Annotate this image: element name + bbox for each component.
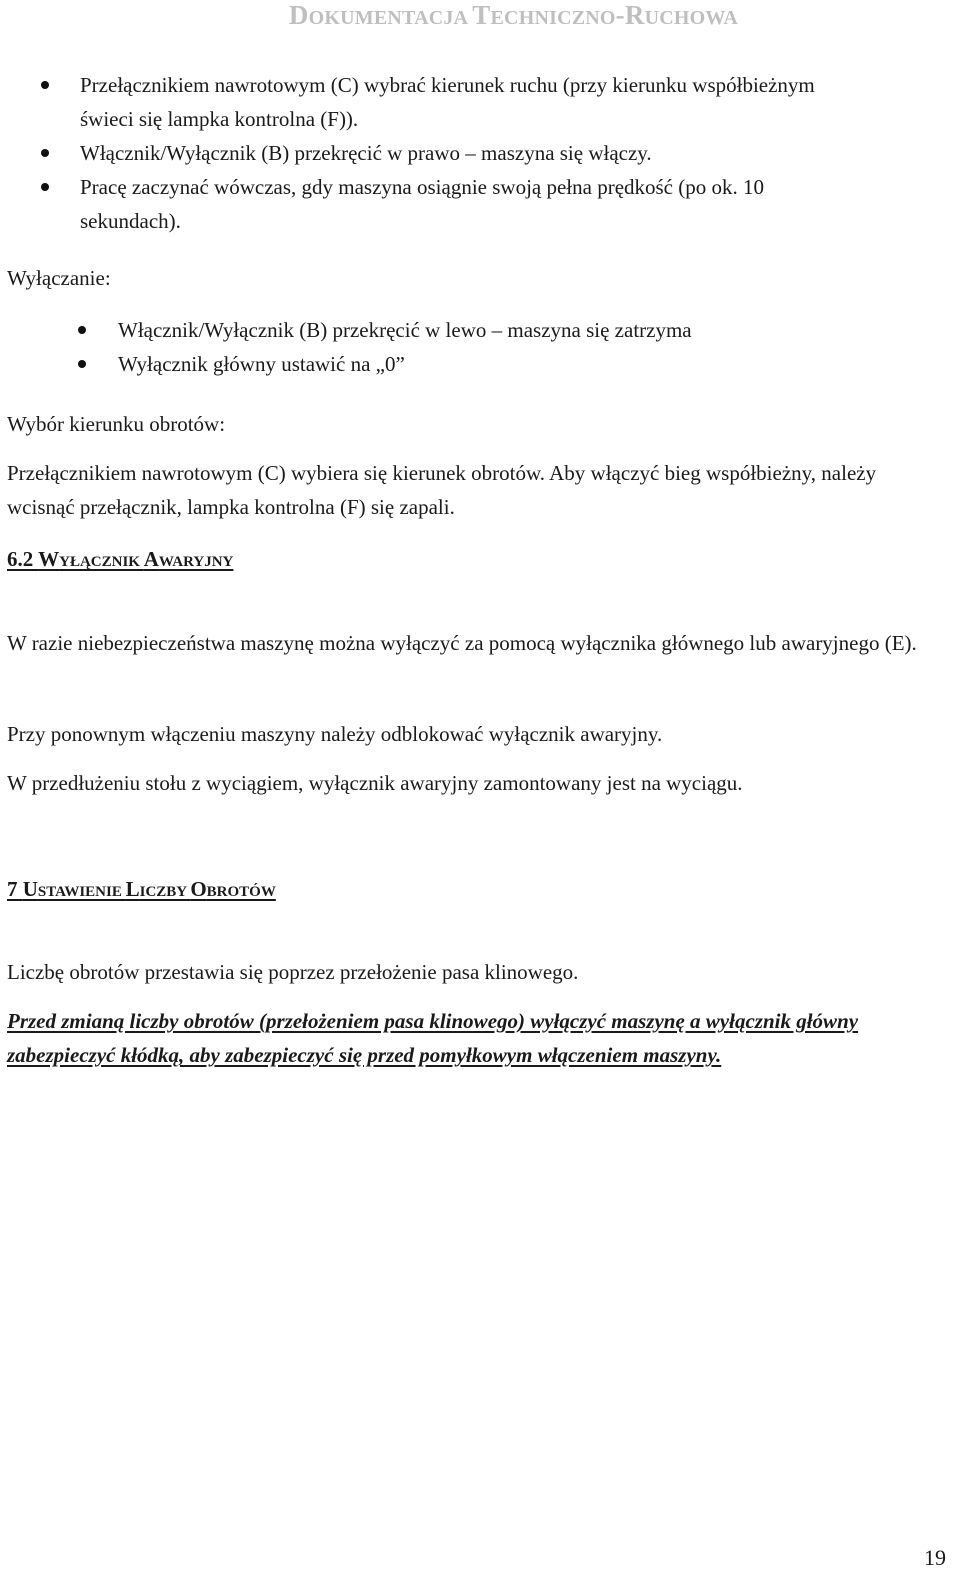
heading-text: YŁĄCZNIK xyxy=(59,554,144,570)
heading-number: 6.2 xyxy=(7,547,39,571)
speed-paragraph: Liczbę obrotów przestawia się poprzez przełożenie pasa klinowego. xyxy=(7,960,579,984)
section-heading-7 xyxy=(7,877,276,902)
header-cap-d: D xyxy=(288,0,309,30)
header-text-2: ECHNICZNO xyxy=(490,7,616,29)
header-cap-t: T xyxy=(472,0,491,30)
bullet-icon xyxy=(78,360,86,368)
heading-text: WARYJNY xyxy=(158,554,234,570)
heading-cap: A xyxy=(143,547,159,571)
list-item-text: Przełącznikiem nawrotowym (C) wybrać kierunek ruchu (przy kierunku współbieżnym świeci się lampka kontrolna (F)). xyxy=(80,73,815,131)
list-item-text: Włącznik/Wyłącznik (B) przekręcić w lewo – maszyna się zatrzyma xyxy=(118,318,692,342)
emergency-paragraph-1: W razie niebezpieczeństwa maszynę można wyłączyć za pomocą wyłącznika głównego lub awaryjnego (E). xyxy=(7,631,917,655)
heading-text: BROTÓW xyxy=(206,884,276,900)
list-item xyxy=(118,313,878,347)
bullet-icon xyxy=(41,81,49,89)
bullet-icon xyxy=(41,183,49,191)
shutdown-label: Wyłączanie: xyxy=(7,266,111,290)
direction-label: Wybór kierunku obrotów: xyxy=(7,412,226,436)
header-cap-r: -R xyxy=(615,0,645,30)
header-text-1: OKUMENTACJA xyxy=(308,7,473,29)
heading-number: 7 xyxy=(7,877,23,901)
section-heading-6-2 xyxy=(7,547,233,572)
list-item xyxy=(118,347,878,381)
list-item xyxy=(80,68,840,136)
heading-cap: L xyxy=(125,877,140,901)
page-number: 19 xyxy=(924,1545,946,1570)
list-item-text: Pracę zaczynać wówczas, gdy maszyna osiągnie swoją pełna prędkość (po ok. 10 sekundach). xyxy=(80,175,764,233)
heading-cap: W xyxy=(38,547,60,571)
heading-text: STAWIENIE xyxy=(37,884,126,900)
emergency-paragraph-3: W przedłużeniu stołu z wyciągiem, wyłącznik awaryjny zamontowany jest na wyciągu. xyxy=(7,771,743,795)
emergency-paragraph-2: Przy ponownym włączeniu maszyny należy odblokować wyłącznik awaryjny. xyxy=(7,722,663,746)
header-text-3: UCHOWA xyxy=(644,7,738,29)
list-item xyxy=(80,136,840,170)
list-item-text: Włącznik/Wyłącznik (B) przekręcić w prawo – maszyna się włączy. xyxy=(80,141,652,165)
safety-warning: Przed zmianą liczby obrotów (przełożeniem pasa klinowego) wyłączyć maszynę a wyłącznik główny zabezpieczyć kłódką, aby zabezpieczyć się przed pomyłkowym włączeniem maszyny. xyxy=(7,1009,859,1067)
bullet-icon xyxy=(41,149,49,157)
heading-text: ICZBY xyxy=(139,884,191,900)
list-item xyxy=(80,170,840,238)
running-header xyxy=(289,0,738,31)
shutdown-steps-list xyxy=(118,313,878,381)
heading-cap: O xyxy=(190,877,207,901)
list-item-text: Wyłącznik główny ustawić na „0” xyxy=(118,352,405,376)
direction-paragraph: Przełącznikiem nawrotowym (C) wybiera się kierunek obrotów. Aby włączyć bieg współbieżny, należy wcisnąć przełącznik, lampka kontrolna (F) się zapali. xyxy=(7,461,877,519)
startup-steps-list xyxy=(80,68,840,238)
bullet-icon xyxy=(78,326,86,334)
heading-cap: U xyxy=(22,877,38,901)
